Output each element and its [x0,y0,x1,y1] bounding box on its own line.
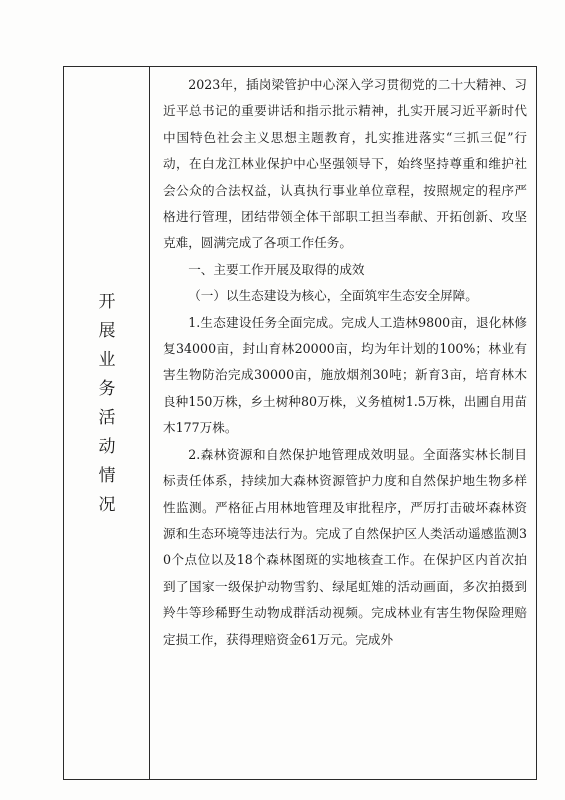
body-paragraph-ecology: 1.生态建设任务全面完成。完成人工造林9800亩，退化林修复34000亩，封山育林20000亩，均为年计划的100%；林业有害生物防治完成30000亩，施放烟剂30吨；新育3亩，培育林木良种150万株，乡土树种80万株，义务植树1.5万株，出圃自用苗木177万株。 [163,314,527,436]
label-column [64,67,150,779]
label-char: 业 [98,350,116,370]
section-heading: 一、主要工作开展及取得的成效 [188,261,365,277]
label-char: 动 [98,437,116,457]
body-paragraph-forest: 2.森林资源和自然保护地管理成效明显。全面落实林长制目标责任体系，持续加大森林资源管护力度和自然保护地生物多样性监测。严格征占用林地管理及审批程序，严厉打击破坏森林资源和生态环境等违法行为。完成了自然保护区人类活动遥感监测30个点位以及18个森林图斑的实地核查工作。在保护区内首次拍到了国家一级保护动物雪豹、绿尾虹雉的活动画面，多次拍摄到羚牛等珍稀野生动物成群活动视频。完成林业有害生物保险理赔定损工作，获得理赔资金61万元。完成外 [163,446,527,647]
label-char: 况 [98,495,116,515]
subsection-heading: （一）以生态建设为核心，全面筑牢生态安全屏障。 [188,288,478,304]
label-char: 活 [98,408,116,428]
label-char: 展 [98,321,116,341]
intro-paragraph: 2023年，插岗梁管护中心深入学习贯彻党的二十大精神、习近平总书记的重要讲话和指示批示精神，扎实开展习近平新时代中国特色社会主义思想主题教育，扎实推进落实“三抓三促”行动，在白龙江林业保护中心坚强领导下，始终坚持尊重和维护社会公众的合法权益，认真执行事业单位章程，按照规定的程序严格进行管理，团结带领全体干部职工担当奉献、开拓创新、攻坚克难，圆满完成了各项工作任务。 [163,77,527,251]
section-label [64,287,150,519]
label-char: 务 [98,379,116,399]
label-char: 开 [98,292,116,312]
content-column [163,72,527,653]
label-char: 情 [98,466,116,486]
